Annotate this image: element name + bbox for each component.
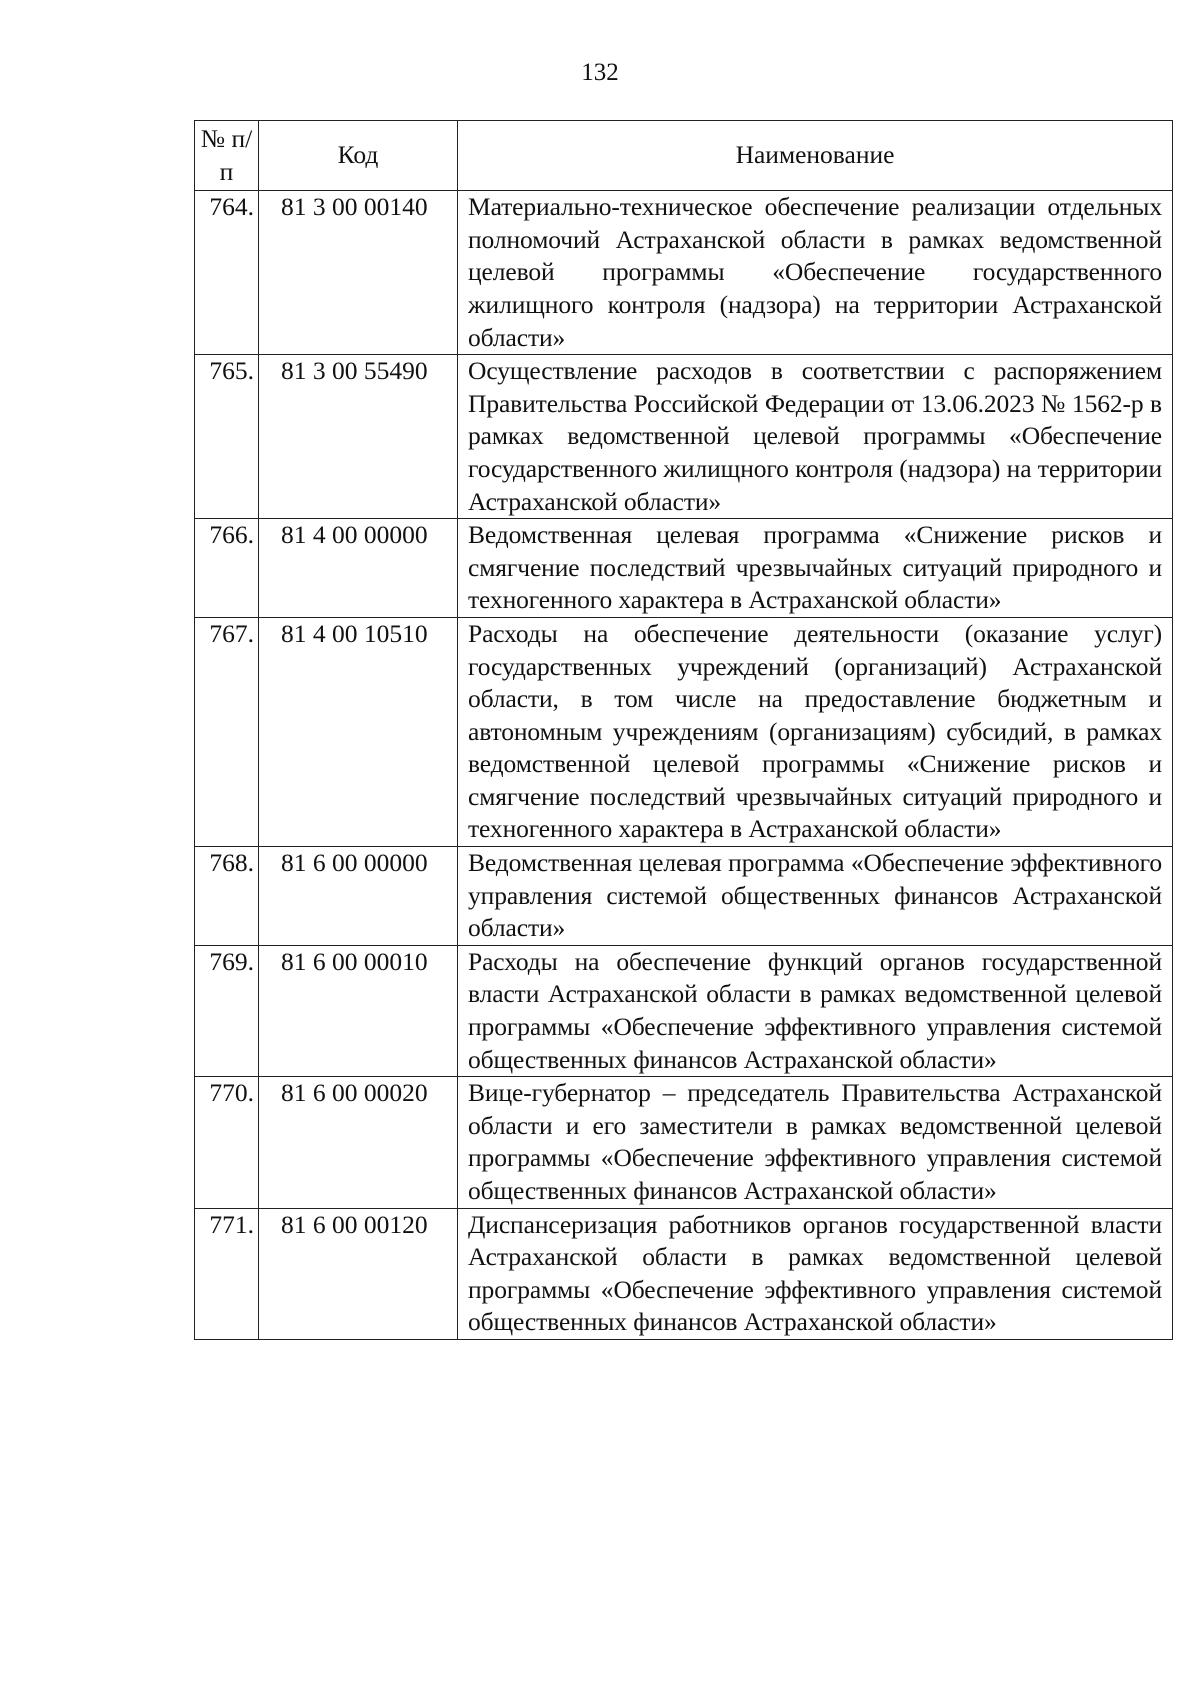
row-num: 764. (195, 191, 259, 355)
table-row (195, 847, 1173, 946)
row-num: 768. (195, 847, 259, 946)
header-name: Наименование (458, 121, 1173, 191)
row-num: 769. (195, 945, 259, 1076)
header-num: № п/п (195, 121, 259, 191)
header-code: Код (259, 121, 458, 191)
row-name: Осуществление расходов в соответствии с распоряжением Правительства Российской Федерации от 13.06.2023 № 1562-р в рамках ведомственной целевой программы «Обеспечение государственного жилищного контроля (надзора) на территории Астраханской области» (458, 355, 1173, 519)
table-row (195, 191, 1173, 355)
row-num: 767. (195, 617, 259, 846)
row-name: Расходы на обеспечение функций органов государственной власти Астраханской области в рамках ведомственной целевой программы «Обеспечение эффективного управления системой общественных финансов Астраханской области» (458, 945, 1173, 1076)
codes-table (194, 120, 1173, 1340)
row-num: 770. (195, 1077, 259, 1208)
row-name: Ведомственная целевая программа «Снижение рисков и смягчение последствий чрезвычайных ситуаций природного и техногенного характера в Астраханской области» (458, 519, 1173, 618)
row-num: 771. (195, 1208, 259, 1339)
table-row (195, 945, 1173, 1076)
row-name: Расходы на обеспечение деятельности (оказание услуг) государственных учреждений (организаций) Астраханской области, в том числе на предоставление бюджетным и автономным учреждениям (организациям) субсидий, в рамках ведомственной целевой программы «Снижение рисков и смягчение последствий чрезвычайных ситуаций природного и техногенного характера в Астраханской области» (458, 617, 1173, 846)
page-number: 132 (581, 59, 619, 86)
row-num: 766. (195, 519, 259, 618)
table-row (195, 1077, 1173, 1208)
row-num: 765. (195, 355, 259, 519)
row-name: Ведомственная целевая программа «Обеспечение эффективного управления системой общественных финансов Астраханской области» (458, 847, 1173, 946)
row-code: 81 6 00 00120 (259, 1208, 458, 1339)
row-code: 81 4 00 00000 (259, 519, 458, 618)
row-name: Материально-техническое обеспечение реализации отдельных полномочий Астраханской области в рамках ведомственной целевой программы «Обеспечение государственного жилищного контроля (надзора) на территории Астраханской области» (458, 191, 1173, 355)
table-header-row (195, 121, 1173, 191)
table-row (195, 519, 1173, 618)
row-code: 81 6 00 00020 (259, 1077, 458, 1208)
row-name: Вице-губернатор – председатель Правительства Астраханской области и его заместители в рамках ведомственной целевой программы «Обеспечение эффективного управления системой общественных финансов Астраханской области» (458, 1077, 1173, 1208)
row-code: 81 6 00 00000 (259, 847, 458, 946)
table-row (195, 355, 1173, 519)
row-code: 81 4 00 10510 (259, 617, 458, 846)
row-code: 81 3 00 55490 (259, 355, 458, 519)
row-name: Диспансеризация работников органов государственной власти Астраханской области в рамках ведомственной целевой программы «Обеспечение эффективного управления системой общественных финансов Астраханской области» (458, 1208, 1173, 1339)
row-code: 81 6 00 00010 (259, 945, 458, 1076)
table-row (195, 617, 1173, 846)
row-code: 81 3 00 00140 (259, 191, 458, 355)
table-row (195, 1208, 1173, 1339)
